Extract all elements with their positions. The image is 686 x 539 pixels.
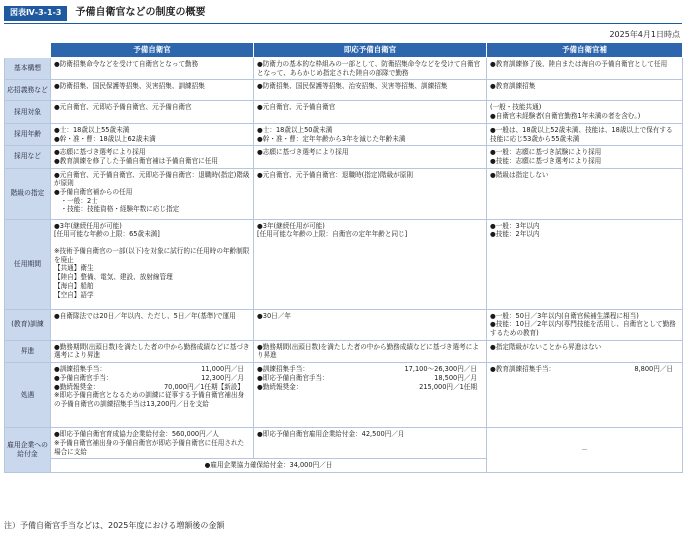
allowance-line [54, 365, 250, 374]
table-cell [51, 363, 254, 428]
table-cell [487, 219, 683, 309]
cell-line: ●自衛隊法では20日／年以内、ただし、5日／年(基準)で運用 [54, 311, 236, 320]
row-label: 応招義務など [5, 80, 51, 101]
cell-line: ●一般：3年以内 [490, 221, 540, 230]
cell-line: ●技能：10日／2年以内(専門技能を活用し、自衛官として勤務するための教育) [490, 320, 676, 338]
cell-line: ●3年(継続任用が可能) [257, 221, 325, 230]
allowance-label: ●勤続報奨金： [54, 382, 100, 391]
allowance-label: ●教育訓練招集手当： [490, 365, 556, 374]
cell-line: ●階級は指定しない [490, 170, 549, 179]
cell-line: ●自衛官未経験者(自衛官勤務1年未満の者を含む。) [490, 112, 641, 121]
row-label: 採用年齢 [5, 123, 51, 145]
table-row [5, 340, 683, 362]
allowance-amount: 11,000円／日 [201, 365, 244, 374]
figure-header [4, 5, 205, 21]
table-cell [487, 309, 683, 340]
table-header-row [5, 43, 683, 58]
cell-line: ●元自衛官、元予備自衛官：退職時(指定)階級が原則 [257, 170, 413, 179]
title-underline [4, 23, 682, 24]
table-cell [254, 219, 487, 309]
cell-line: 【共通】衛生 [54, 264, 94, 273]
table-row [5, 80, 683, 101]
cell-line: ●30日／年 [257, 311, 291, 320]
cell-line: ●予備自衛官補からの任用 [54, 188, 133, 197]
corner-cell [5, 43, 51, 58]
cell-line: ●防衛力の基本的な枠組みの一部として、防衛招集命令などを受けて自衛官となって、あらかじめ指定された陸自の部隊で勤務 [257, 60, 481, 77]
cell-line: 【陸自】整備、電気、建設、放射線管理 [54, 273, 173, 282]
row-label: 処遇 [5, 363, 51, 428]
allowance-line [257, 383, 483, 392]
cell-line: ●教育訓練修了後、陸自または海自の予備自衛官として任用 [490, 60, 668, 68]
cell-line: 【空自】語学 [54, 290, 94, 299]
system-overview-table [4, 42, 683, 473]
allowance-label: ●勤続報奨金： [257, 382, 303, 391]
table-cell [254, 168, 487, 219]
allowance-amount: 70,000円／1任期【新設】 [163, 382, 244, 391]
table-cell [254, 363, 487, 428]
allowance-amount: 12,300円／月 [201, 373, 244, 382]
row-label: 基本構想 [5, 58, 51, 80]
cell-line: ●一般は、18歳以上52歳未満、技能は、18歳以上で保有する技能に応じ53歳から55歳未満 [490, 125, 673, 143]
cell-line: ●一般：志願に基づき試験により採用 [490, 148, 602, 157]
allowance-line [257, 365, 483, 374]
row-label: 雇用企業への給付金 [5, 428, 51, 473]
table-cell [51, 309, 254, 340]
allowance-label: ●訓練招集手当： [257, 365, 309, 374]
table-cell [254, 340, 487, 362]
table-cell [51, 168, 254, 219]
allowance-note: ※即応予備自衛官となるための訓練に従事する予備自衛官補出身の予備自衛官の訓練招集手当は13,200円／日を支給 [54, 391, 245, 408]
table-row [5, 363, 683, 428]
allowance-line [54, 383, 250, 392]
cell-line: ●防衛招集、国民保護等招集、災害招集、訓練招集 [54, 82, 205, 91]
cell-line: － [581, 445, 588, 454]
table-cell [487, 146, 683, 168]
table-cell [254, 101, 487, 123]
cell-line: ●元自衛官、元予備自衛官 [257, 103, 336, 112]
table-cell [254, 123, 487, 145]
cell-line: [任用可能な年齢の上限：自衛官の定年年齢と同じ] [257, 230, 408, 239]
table-cell [487, 58, 683, 80]
page-title: 予備自衛官などの制度の概要 [75, 7, 206, 19]
row-label: 昇進 [5, 340, 51, 362]
table-row [5, 101, 683, 123]
row-label: 採用対象 [5, 101, 51, 123]
table-row [5, 168, 683, 219]
table-row [5, 58, 683, 80]
cell-line: ●元自衛官、元即応予備自衛官、元予備自衛官 [54, 103, 192, 112]
allowance-line [54, 374, 250, 383]
row-label: 任用期間 [5, 219, 51, 309]
table-cell [254, 309, 487, 340]
cell-line: ●教育訓練を修了した予備自衛官補は予備自衛官に任用 [54, 156, 219, 165]
allowance-amount: 215,000円／1任期 [419, 382, 477, 391]
cell-line: ●士：18歳以上50歳未満 [257, 125, 333, 134]
table-cell [487, 123, 683, 145]
table-cell [254, 146, 487, 168]
table-row [5, 123, 683, 145]
table-cell [51, 146, 254, 168]
cell-line: 【海自】船舶 [54, 281, 94, 290]
cell-line: ●勤務期間(出頭日数)を満たした者の中から勤務成績などに基づき選考により昇進 [257, 342, 479, 360]
table-row [5, 428, 683, 459]
cell-line: ●幹・准・曹：定年年齢から3年を減じた年齢未満 [257, 134, 406, 143]
table-cell [487, 363, 683, 428]
table-cell [254, 428, 487, 459]
allowance-line [257, 374, 483, 383]
table-cell [51, 123, 254, 145]
cell-line: ●指定階級がないことから昇進はない [490, 342, 602, 351]
cell-line: ※予備自衛官補出身の予備自衛官が即応予備自衛官に任用された場合に支給 [54, 438, 245, 456]
table-cell [487, 80, 683, 101]
allowance-label: ●即応予備自衛官手当： [257, 373, 329, 382]
table-row [5, 146, 683, 168]
table-cell [51, 101, 254, 123]
cell-line: ●防衛招集、国民保護等招集、治安招集、災害等招集、訓練招集 [257, 82, 448, 91]
allowance-amount: 17,100〜26,300円／日 [404, 365, 477, 374]
row-label: 階級の指定 [5, 168, 51, 219]
table-cell [487, 101, 683, 123]
cell-line [54, 239, 250, 247]
footnote: 注）予備自衛官手当などは、2025年度における増額後の金額 [4, 521, 225, 530]
row-label: 採用など [5, 146, 51, 168]
column-header: 即応予備自衛官 [254, 43, 487, 58]
table-cell [51, 219, 254, 309]
allowance-label: ●訓練招集手当： [54, 365, 106, 374]
table-cell [487, 428, 683, 473]
cell-line: ●教育訓練招集 [490, 82, 536, 91]
cell-line: ●志願に基づき選考により採用 [257, 148, 349, 157]
cell-line: ●一般：50日／3年以内(自衛官候補生課程に相当) [490, 311, 639, 320]
column-header: 予備自衛官補 [487, 43, 683, 58]
cell-line: [任用可能な年齢の上限：65歳未満] [54, 230, 160, 239]
row-label: (教育)訓練 [5, 309, 51, 340]
allowance-label: ●予備自衛官手当： [54, 373, 113, 382]
cell-line: ●技能：志願に基づき選考により採用 [490, 156, 602, 165]
table-cell [51, 340, 254, 362]
cell-line: ●即応予備自衛官育成協力企業給付金：560,000円／人 [54, 430, 219, 439]
table-cell [487, 168, 683, 219]
table-cell [51, 428, 254, 459]
cell-line: ●技能：2年以内 [490, 230, 540, 239]
cell-line: ●元自衛官、元予備自衛官、元即応予備自衛官：退職時(指定)階級が原則 [54, 170, 250, 188]
cell-line: ●士：18歳以上55歳未満 [54, 125, 130, 134]
table-cell [254, 58, 487, 80]
column-header: 予備自衛官 [51, 43, 254, 58]
cell-line: ・一般：2士 [54, 196, 98, 205]
table-row [5, 219, 683, 309]
as-of-date: 2025年4月1日時点 [609, 30, 680, 39]
figure-label: 図表Ⅳ-3-1-3 [4, 6, 67, 21]
table-cell [487, 340, 683, 362]
allowance-amount: 18,500円／月 [434, 373, 477, 382]
cell-line: ※技術予備自衛官の一部(以下)を対象に試行的に任用時の年齢制限を廃止 [54, 247, 250, 264]
cell-line: ●志願に基づき選考により採用 [54, 148, 146, 157]
table-cell [254, 80, 487, 101]
allowance-line [490, 365, 679, 374]
cell-line: ●即応予備自衛官雇用企業給付金：42,500円／月 [257, 430, 405, 439]
cell-line: (一般・技能共通) [490, 103, 542, 112]
table-cell [51, 58, 254, 80]
cell-line: ●防衛招集命令などを受けて自衛官となって勤務 [54, 60, 199, 68]
table-cell [51, 80, 254, 101]
cell-line: ・技能：技能資格・経験年数に応じ指定 [54, 205, 180, 214]
allowance-amount: 8,800円／日 [634, 365, 673, 374]
cell-line: ●幹・准・曹：18歳以上62歳未満 [54, 134, 156, 143]
cell-line: ●勤務期間(出頭日数)を満たした者の中から勤務成績などに基づき選考により昇進 [54, 342, 250, 360]
cell-line: ●3年(継続任用が可能) [54, 221, 122, 230]
table-row [5, 309, 683, 340]
shared-benefit-cell: ●雇用企業協力確保給付金：34,000円／日 [51, 459, 487, 473]
